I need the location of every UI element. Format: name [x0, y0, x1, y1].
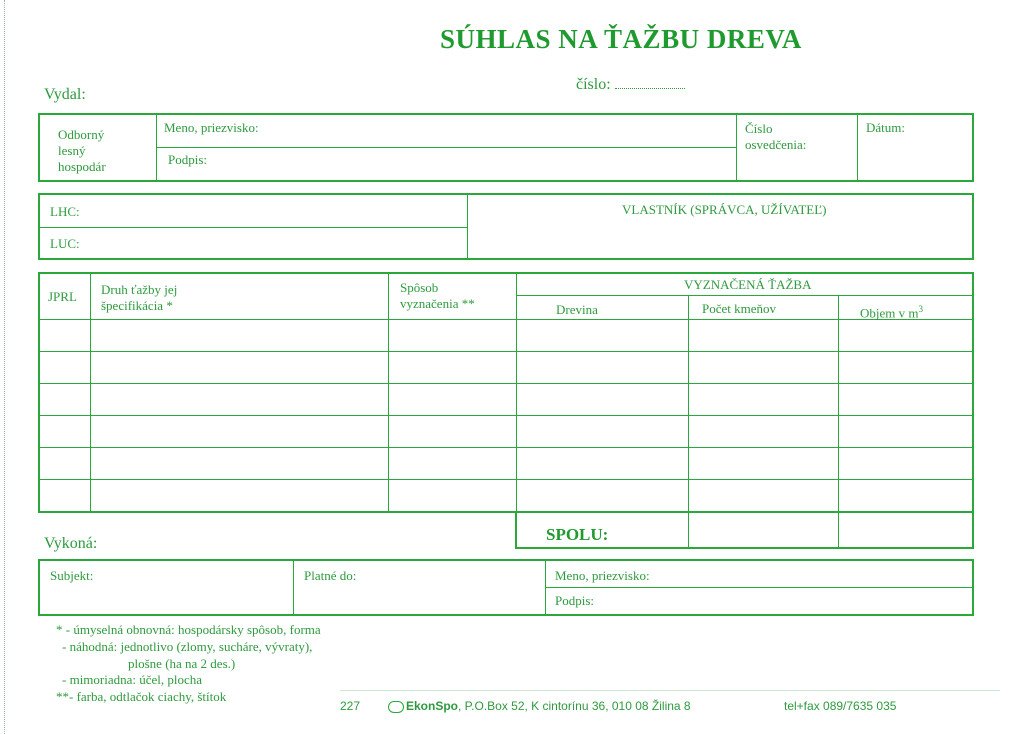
- spolu-objem-field[interactable]: [840, 513, 972, 547]
- cislo-label: číslo:: [576, 76, 685, 93]
- podpis2-field[interactable]: Podpis:: [555, 593, 595, 608]
- vlastnik-field[interactable]: VLASTNÍK (SPRÁVCA, UŽÍVATEĽ): [622, 202, 827, 217]
- meno2-field[interactable]: Meno, priezvisko:: [555, 568, 650, 583]
- perforation-edge: [4, 0, 5, 734]
- druh-header: Druh ťažby jej špecifikácia *: [101, 282, 178, 313]
- podpis-field[interactable]: Podpis:: [168, 152, 208, 167]
- cislo-field[interactable]: [615, 76, 685, 89]
- pocet-header: Počet kmeňov: [702, 301, 777, 316]
- luc-field[interactable]: LUC:: [50, 236, 80, 251]
- note-1: * - úmyselná obnovná: hospodársky spôsob, forma: [56, 622, 321, 637]
- note-5: **- farba, odtlačok ciachy, štítok: [56, 689, 227, 704]
- vyznacena-header: VYZNAČENÁ ŤAŽBA: [684, 277, 812, 292]
- spolu-pocet-field[interactable]: [690, 513, 836, 547]
- meno-field[interactable]: Meno, priezvisko:: [164, 120, 259, 135]
- subjekt-field[interactable]: Subjekt:: [50, 568, 94, 583]
- spolu-label: SPOLU:: [546, 525, 609, 544]
- odborny-label: Odborný lesný hospodár: [58, 127, 106, 174]
- form-number: 227: [340, 699, 361, 713]
- table-body[interactable]: [40, 321, 972, 511]
- platne-do-field[interactable]: Platné do:: [304, 568, 357, 583]
- datum-field[interactable]: Dátum:: [866, 120, 905, 135]
- lhc-field[interactable]: LHC:: [50, 204, 80, 219]
- form-title: SÚHLAS NA ŤAŽBU DREVA: [440, 24, 802, 54]
- objem-header: Objem v $m^3$: [860, 304, 923, 321]
- note-3: plošne (ha na 2 des.): [128, 656, 236, 671]
- publisher-line: EkonSpo, P.O.Box 52, K cintorínu 36, 010 08 Žilina 8: [388, 699, 691, 713]
- telfax: tel+fax 089/7635 035: [784, 699, 897, 713]
- drevina-header: Drevina: [556, 302, 598, 317]
- vykona-label: Vykoná:: [44, 535, 98, 552]
- note-4: - mimoriadna: účel, plocha: [62, 672, 203, 687]
- cislo-osvedcenia-field[interactable]: Číslo osvedčenia:: [745, 121, 807, 152]
- note-2: - náhodná: jednotlivo (zlomy, sucháre, vývraty),: [62, 639, 313, 654]
- ekonspo-logo-icon: [388, 701, 404, 713]
- vydal-label: Vydal:: [44, 86, 86, 103]
- sposob-header: Spôsob vyznačenia **: [400, 280, 475, 311]
- jprl-header: JPRL: [48, 289, 77, 304]
